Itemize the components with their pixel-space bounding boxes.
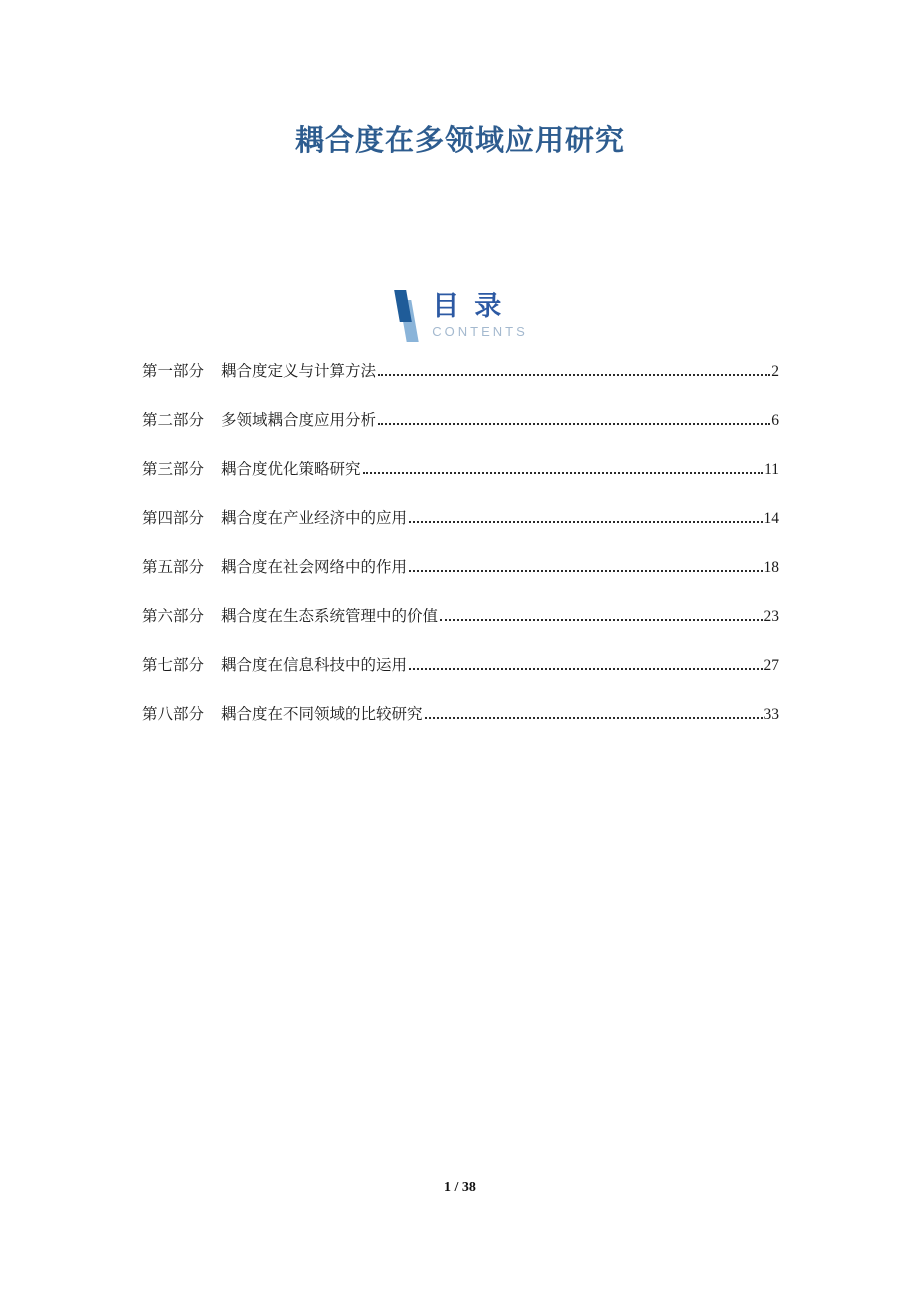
toc-list	[142, 364, 779, 756]
toc-header	[0, 288, 920, 348]
toc-entry[interactable]	[142, 364, 779, 380]
toc-entry-title: 耦合度在信息科技中的运用	[221, 657, 408, 674]
dot-leader	[378, 374, 770, 376]
toc-entry-page: 27	[763, 657, 779, 674]
dot-leader	[363, 472, 764, 474]
toc-entry-label: 第六部分	[142, 608, 205, 625]
toc-entry-title: 多领域耦合度应用分析	[221, 412, 377, 429]
toc-entry-page: 18	[763, 559, 779, 576]
dot-leader	[409, 668, 762, 670]
toc-entry-title: 耦合度在产业经济中的应用	[221, 510, 408, 527]
dot-leader	[440, 619, 762, 621]
dot-leader	[425, 717, 763, 719]
dot-leader	[409, 570, 762, 572]
toc-entry[interactable]	[142, 707, 779, 723]
toc-entry-title: 耦合度优化策略研究	[221, 461, 361, 478]
dot-leader	[409, 521, 762, 523]
toc-entry-label: 第二部分	[142, 412, 205, 429]
toc-entry-label: 第七部分	[142, 657, 205, 674]
document-title: 耦合度在多领域应用研究	[294, 125, 625, 157]
toc-entry-page: 6	[771, 412, 779, 429]
dot-leader	[378, 423, 770, 425]
page-number-indicator: 1 / 38	[444, 1180, 476, 1195]
toc-entry-title: 耦合度定义与计算方法	[221, 363, 377, 380]
toc-entry-label: 第一部分	[142, 363, 205, 380]
toc-entry[interactable]	[142, 413, 779, 429]
toc-entry[interactable]	[142, 462, 779, 478]
toc-entry[interactable]	[142, 609, 779, 625]
toc-entry[interactable]	[142, 658, 779, 674]
toc-entry[interactable]	[142, 511, 779, 527]
toc-entry-page: 23	[763, 608, 779, 625]
toc-entry[interactable]	[142, 560, 779, 576]
toc-entry-label: 第四部分	[142, 510, 205, 527]
toc-entry-label: 第三部分	[142, 461, 205, 478]
toc-entry-page: 14	[763, 510, 779, 527]
toc-decorative-mark-icon	[392, 288, 422, 348]
toc-entry-title: 耦合度在社会网络中的作用	[221, 559, 408, 576]
toc-entry-title: 耦合度在不同领域的比较研究	[221, 706, 423, 723]
toc-entry-title: 耦合度在生态系统管理中的价值	[221, 608, 439, 625]
toc-entry-label: 第五部分	[142, 559, 205, 576]
toc-entry-page: 11	[764, 461, 779, 478]
toc-heading: 目 录	[432, 291, 502, 321]
toc-entry-page: 2	[771, 363, 779, 380]
toc-subheading: CONTENTS	[432, 323, 528, 339]
toc-entry-label: 第八部分	[142, 706, 205, 723]
toc-entry-page: 33	[763, 706, 779, 723]
